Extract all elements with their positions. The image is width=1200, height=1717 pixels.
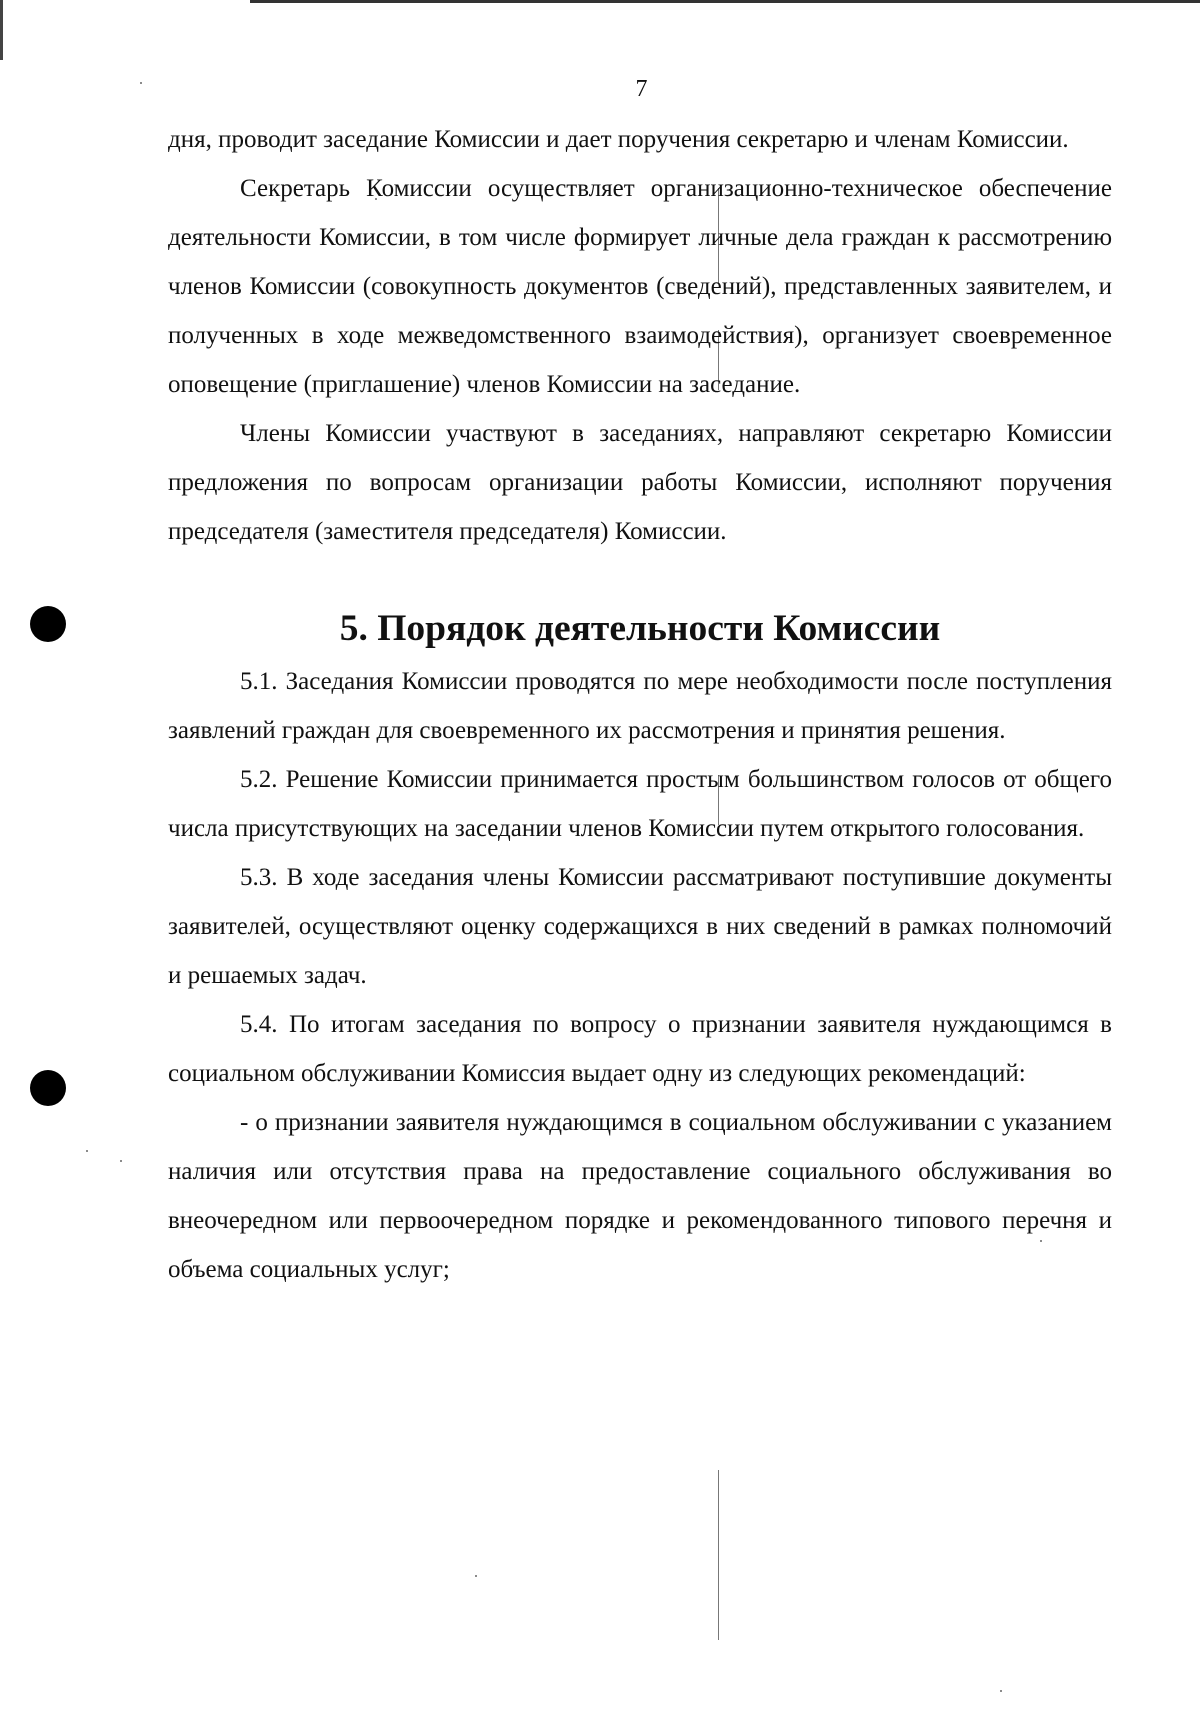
fold-line: [718, 1470, 719, 1640]
scan-edge-top: [250, 0, 1200, 3]
paragraph: дня, проводит заседание Комиссии и дает поручения секретарю и членам Комиссии.: [168, 126, 1069, 153]
paragraph: 5.3. В ходе заседания члены Комиссии рассматривают поступившие документы заявителей, осуществляют оценку содержащихся в них сведений в рамках полномочий и решаемых задач.: [168, 864, 1112, 989]
paragraph: 5.4. По итогам заседания по вопросу о признании заявителя нуждающимся в социальном обслуживании Комиссия выдает одну из следующих рекомендаций:: [168, 1011, 1112, 1087]
paragraph: 5.2. Решение Комиссии принимается простым большинством голосов от общего числа присутствующих на заседании членов Комиссии путем открытого голосования.: [168, 766, 1112, 842]
paragraph: 5.1. Заседания Комиссии проводятся по мере необходимости после поступления заявлений граждан для своевременного их рассмотрения и принятия решения.: [168, 668, 1112, 744]
scan-speck: [86, 1150, 88, 1152]
scan-speck: [120, 1160, 122, 1162]
scan-edge-left: [0, 0, 3, 60]
section-heading: 5. Порядок деятельности Комиссии: [339, 608, 941, 649]
scan-speck: [475, 1575, 477, 1577]
scan-speck: [1000, 1690, 1002, 1692]
punch-hole: [30, 606, 66, 642]
list-item: - о признании заявителя нуждающимся в социальном обслуживании с указанием наличия или отсутствия права на предоставление социального обслуживания во внеочередном или первоочередном порядке и рекомендованного типового перечня и объема социальных услуг;: [168, 1109, 1112, 1283]
punch-hole: [30, 1070, 66, 1106]
paragraph: Члены Комиссии участвуют в заседаниях, направляют секретарю Комиссии предложения по вопросам организации работы Комиссии, исполняют поручения председателя (заместителя председателя) Комиссии.: [168, 420, 1112, 545]
paragraph: Секретарь Комиссии осуществляет организационно-техническое обеспечение деятельности Комиссии, в том числе формирует личные дела граждан к рассмотрению членов Комиссии (совокупность документов (сведений), представленных заявителем, и полученных в ходе межведомственного взаимодействия), организует своевременное оповещение (приглашение) членов Комиссии на заседание.: [168, 175, 1112, 398]
document-body: [168, 115, 1112, 1294]
page-number: 7: [635, 76, 648, 102]
